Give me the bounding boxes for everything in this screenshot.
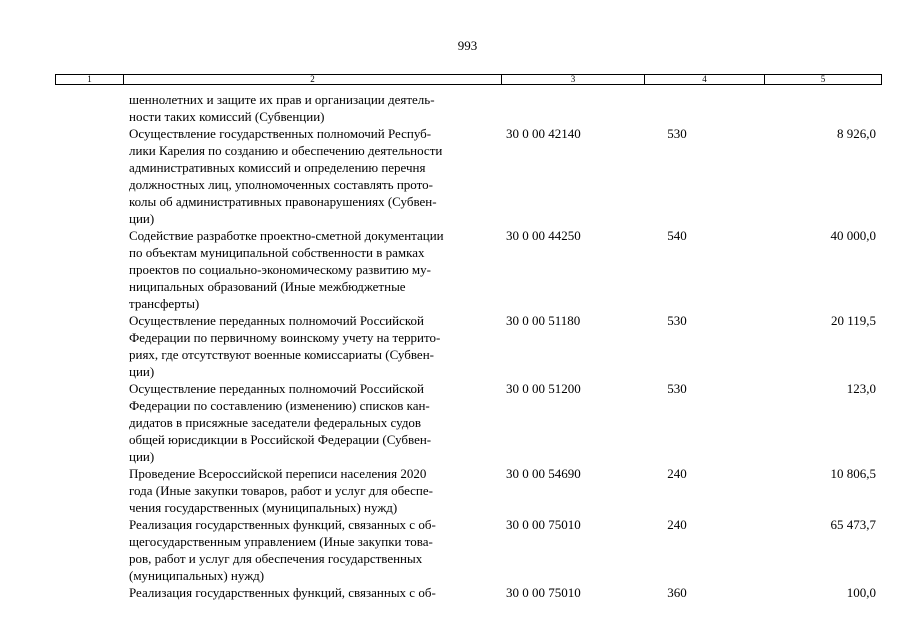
description-line: по объектам муниципальной собственности в рамках: [129, 245, 425, 260]
table-row: [0, 91, 905, 125]
row-code: 30 0 00 54690: [506, 466, 581, 481]
description-line: шеннолетних и защите их прав и организации деятель-: [129, 92, 435, 107]
page-number: 993: [457, 38, 478, 53]
description-line: Федерации по первичному воинскому учету на террито-: [129, 330, 441, 345]
description-line: Реализация государственных функций, связанных с об-: [129, 517, 436, 532]
row-description: [129, 312, 501, 380]
description-line: щегосударственным управлением (Иные закупки това-: [129, 534, 433, 549]
description-line: чения государственных (муниципальных) нужд): [129, 500, 398, 515]
row-code: 30 0 00 51200: [506, 381, 581, 396]
row-amount: 40 000,0: [830, 228, 876, 243]
table-row: [0, 227, 905, 312]
row-description: [129, 465, 501, 516]
row-code: 30 0 00 51180: [506, 313, 581, 328]
description-line: колы об административных правонарушениях (Субвен-: [129, 194, 437, 209]
description-line: Осуществление переданных полномочий Российской: [129, 313, 424, 328]
row-expense-type: 530: [667, 313, 687, 328]
description-line: ции): [129, 364, 155, 379]
row-description: [129, 584, 501, 601]
description-line: лики Карелия по созданию и обеспечению деятельности: [129, 143, 443, 158]
row-amount: 20 119,5: [830, 313, 876, 328]
row-code: 30 0 00 42140: [506, 126, 581, 141]
description-line: Проведение Всероссийской переписи населения 2020: [129, 466, 427, 481]
row-expense-type: 540: [667, 228, 687, 243]
description-line: дидатов в присяжные заседатели федеральных судов: [129, 415, 422, 430]
description-line: проектов по социально-экономическому развитию му-: [129, 262, 431, 277]
description-line: Осуществление переданных полномочий Российской: [129, 381, 424, 396]
row-expense-type: 240: [667, 517, 687, 532]
header-col-5: 5: [765, 75, 882, 85]
description-line: риях, где отсутствуют военные комиссариаты (Субвен-: [129, 347, 434, 362]
row-code: 30 0 00 75010: [506, 517, 581, 532]
description-line: трансферты): [129, 296, 200, 311]
row-description: [129, 227, 501, 312]
row-amount: 10 806,5: [830, 466, 876, 481]
row-amount: 8 926,0: [837, 126, 876, 141]
row-expense-type: 530: [667, 381, 687, 396]
description-line: Осуществление государственных полномочий Респуб-: [129, 126, 432, 141]
description-line: (муниципальных) нужд): [129, 568, 265, 583]
row-description: [129, 125, 501, 227]
row-code: 30 0 00 75010: [506, 585, 581, 600]
row-description: [129, 91, 501, 125]
table-row: [0, 584, 905, 601]
row-amount: 65 473,7: [830, 517, 876, 532]
description-line: ции): [129, 449, 155, 464]
table-row: [0, 312, 905, 380]
table-row: [0, 516, 905, 584]
header-col-1: 1: [56, 75, 124, 85]
description-line: Федерации по составлению (изменению) списков кан-: [129, 398, 430, 413]
description-line: административных комиссий и определению перечня: [129, 160, 426, 175]
header-col-3: 3: [502, 75, 645, 85]
row-amount: 100,0: [846, 585, 876, 600]
row-expense-type: 240: [667, 466, 687, 481]
row-expense-type: 530: [667, 126, 687, 141]
description-line: общей юрисдикции в Российской Федерации (Субвен-: [129, 432, 432, 447]
description-line: года (Иные закупки товаров, работ и услуг для обеспе-: [129, 483, 433, 498]
row-expense-type: 360: [667, 585, 687, 600]
row-description: [129, 516, 501, 584]
table-row: [0, 125, 905, 227]
row-code: 30 0 00 44250: [506, 228, 581, 243]
description-line: должностных лиц, уполномоченных составлять прото-: [129, 177, 433, 192]
row-amount: 123,0: [846, 381, 876, 396]
description-line: Реализация государственных функций, связанных с об-: [129, 585, 436, 600]
header-col-4: 4: [645, 75, 765, 85]
header-col-2: 2: [124, 75, 502, 85]
description-line: ции): [129, 211, 155, 226]
description-line: ниципальных образований (Иные межбюджетные: [129, 279, 406, 294]
description-line: Содействие разработке проектно-сметной документации: [129, 228, 444, 243]
row-description: [129, 380, 501, 465]
table-row: [0, 380, 905, 465]
table-row: [0, 465, 905, 516]
table-header: [55, 74, 882, 85]
description-line: ности таких комиссий (Субвенции): [129, 109, 325, 124]
table-body: [0, 91, 905, 601]
description-line: ров, работ и услуг для обеспечения государственных: [129, 551, 423, 566]
